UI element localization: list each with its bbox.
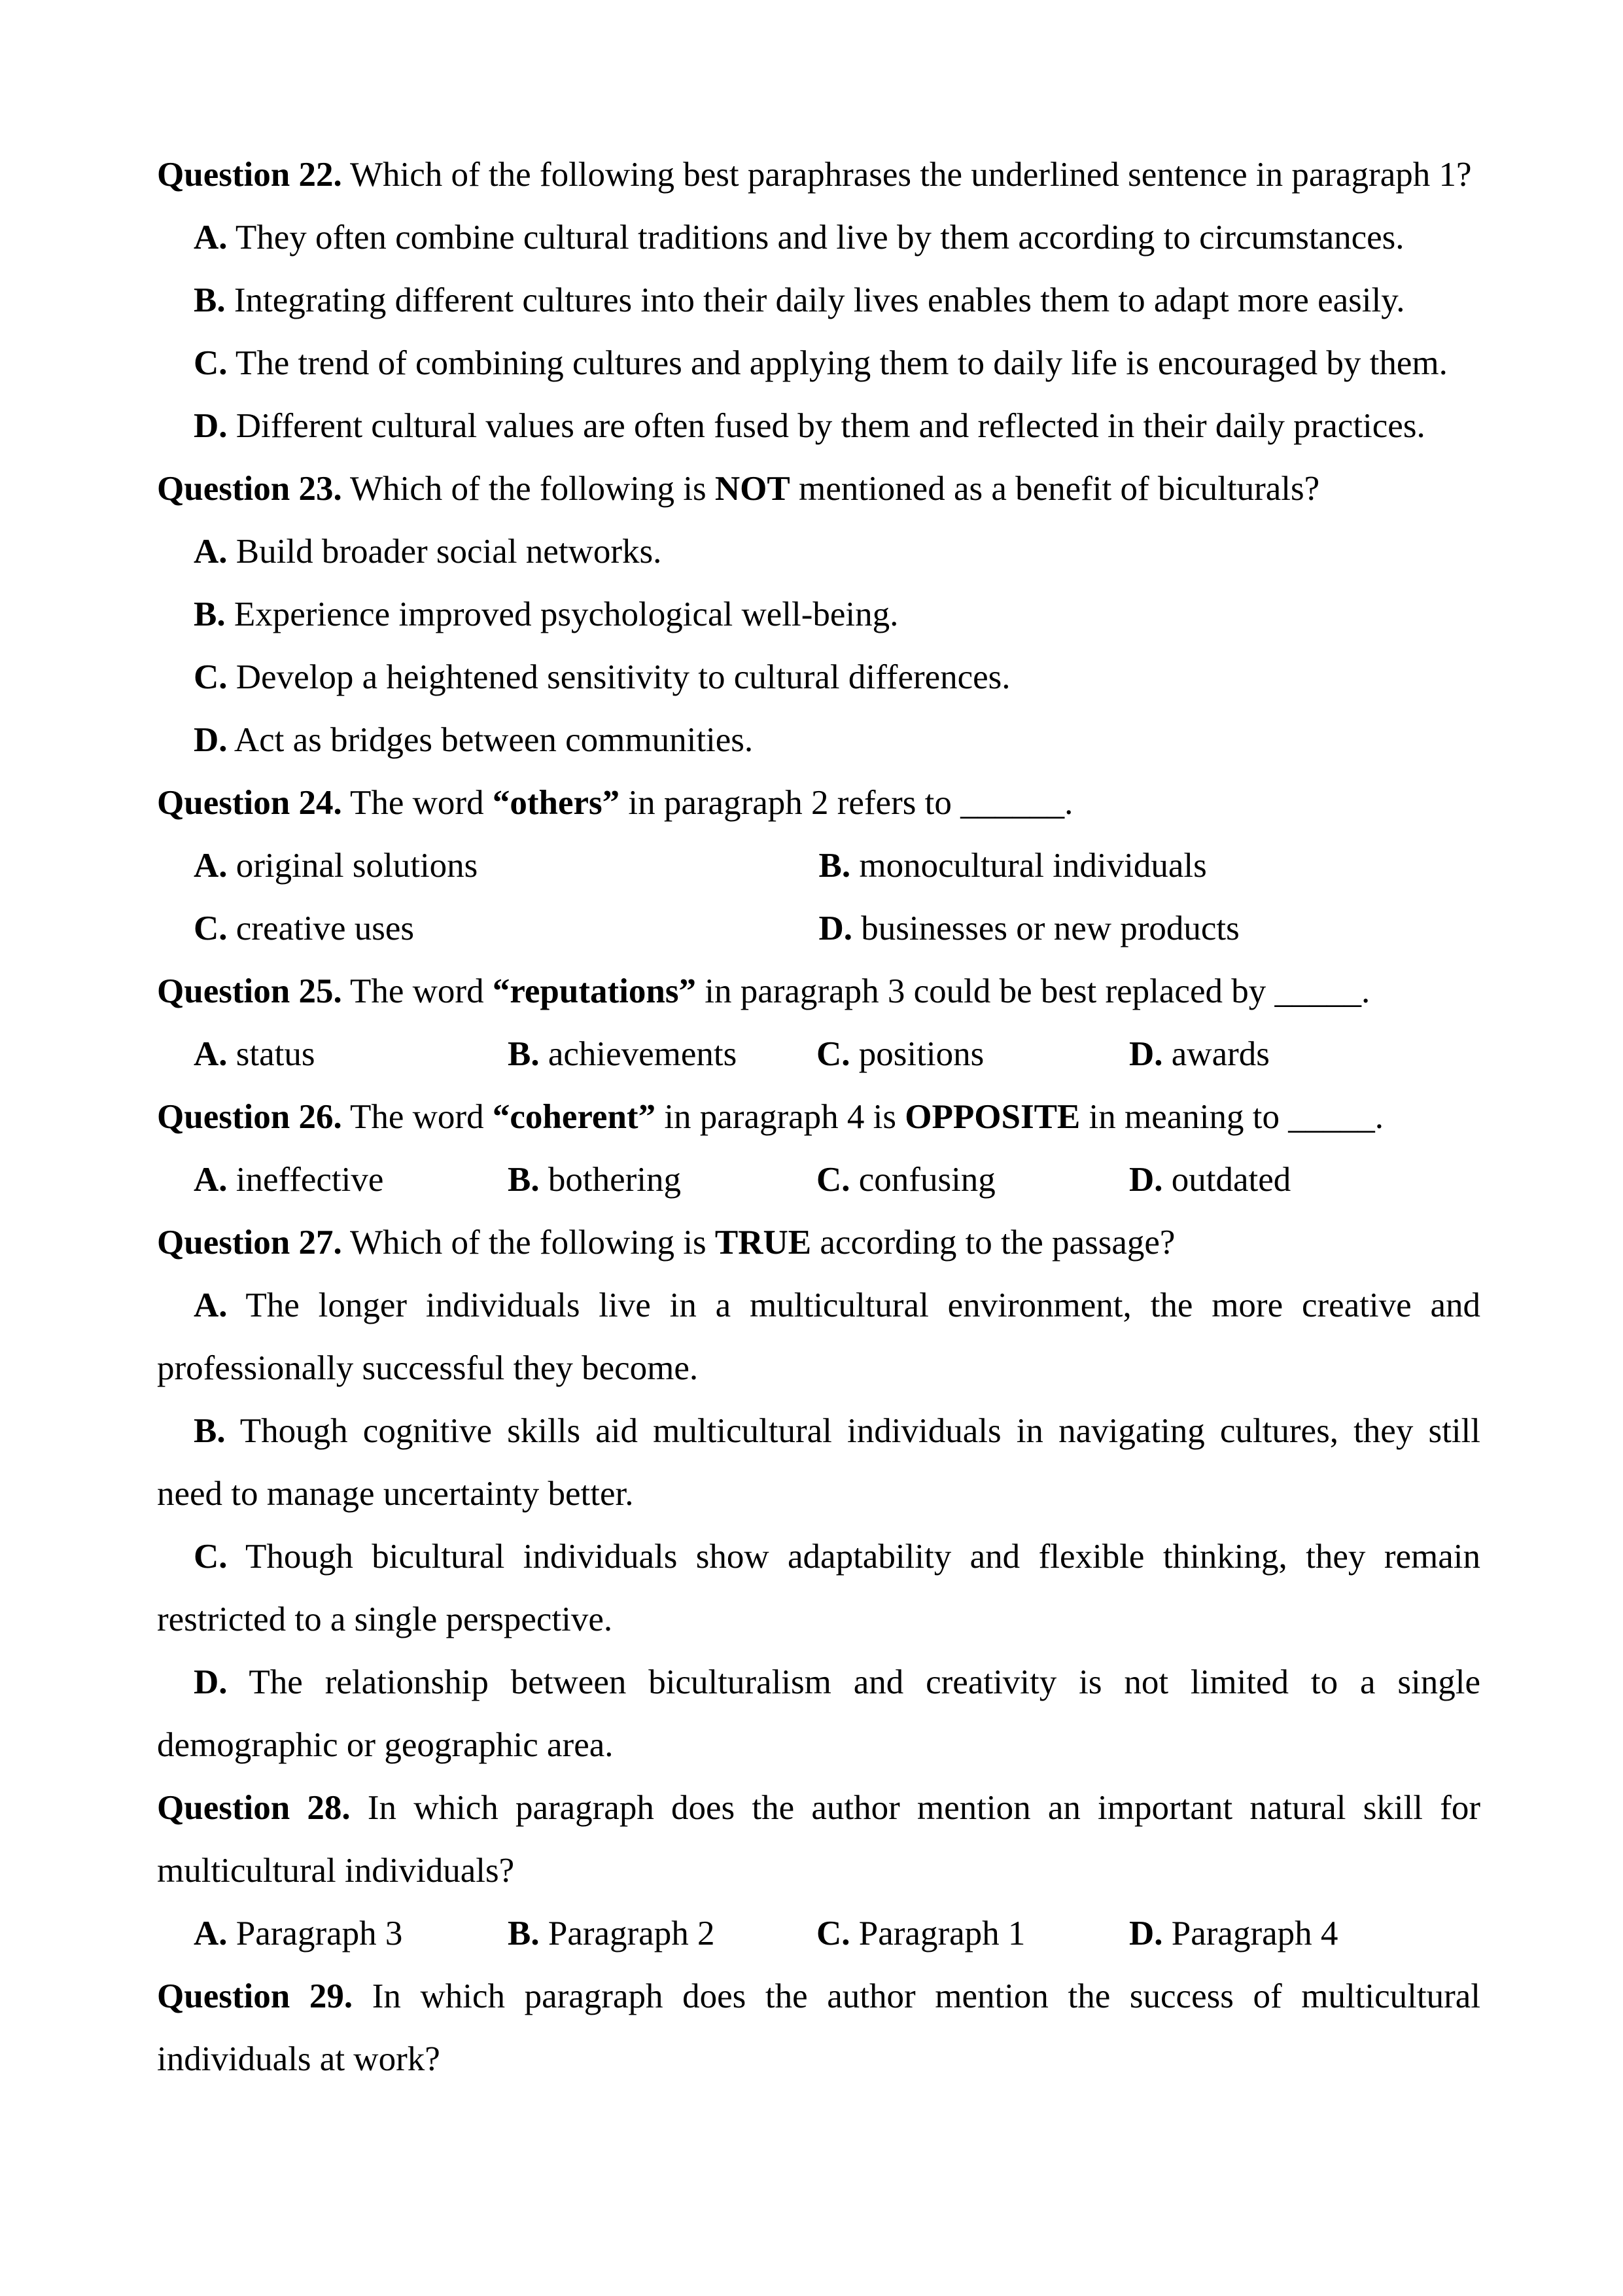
question-22	[157, 143, 1480, 457]
question-26-text-1: The word	[341, 1098, 493, 1136]
question-27-keyword: TRUE	[714, 1224, 812, 1262]
question-26-number: Question 26.	[157, 1098, 342, 1136]
option-text: Though bicultural individuals show adaptability and flexible thinking, they remain restricted to a single perspective.	[157, 1538, 1480, 1638]
question-24-number: Question 24.	[157, 784, 342, 822]
question-28-option-d	[1129, 1902, 1480, 1965]
question-26-text-2: in paragraph 4 is	[655, 1098, 905, 1136]
question-24-option-c	[157, 897, 819, 960]
question-28-option-a	[157, 1902, 508, 1965]
option-text: Build broader social networks.	[227, 533, 662, 571]
option-text: status	[227, 1035, 315, 1073]
question-26-option-d	[1129, 1148, 1480, 1211]
question-26-keyword-2: OPPOSITE	[905, 1098, 1081, 1136]
option-text: Experience improved psychological well-being.	[225, 595, 899, 633]
question-28-intro	[157, 1776, 1480, 1902]
question-23-option-b	[157, 583, 1480, 646]
question-25-option-d	[1129, 1023, 1480, 1086]
question-25-options	[157, 1023, 1480, 1086]
option-text: Paragraph 1	[850, 1915, 1026, 1952]
question-27-option-b	[157, 1400, 1480, 1525]
question-22-number: Question 22.	[157, 156, 342, 194]
question-25-option-c	[816, 1023, 1129, 1086]
option-text: Develop a heightened sensitivity to cultural differences.	[227, 658, 1011, 696]
question-25-number: Question 25.	[157, 972, 342, 1010]
question-24-option-b	[819, 834, 1481, 897]
question-26-keyword-1: “coherent”	[492, 1098, 656, 1136]
option-label: B.	[508, 1035, 540, 1073]
option-text: businesses or new products	[852, 910, 1240, 947]
option-text: The relationship between biculturalism and creativity is not limited to a single demographic or geographic area.	[157, 1663, 1480, 1764]
question-23-text-2: mentioned as a benefit of biculturals?	[790, 470, 1320, 508]
option-text: Though cognitive skills aid multicultural individuals in navigating cultures, they still need to manage uncertainty better.	[157, 1412, 1480, 1513]
question-27-option-a	[157, 1274, 1480, 1400]
question-26-options	[157, 1148, 1480, 1211]
option-label: C.	[194, 658, 228, 696]
question-26-option-c	[816, 1148, 1129, 1211]
option-text: confusing	[850, 1161, 996, 1199]
question-26	[157, 1086, 1480, 1211]
option-label: A.	[194, 1286, 228, 1324]
option-label: D.	[1129, 1915, 1163, 1952]
option-text: bothering	[539, 1161, 681, 1199]
option-label: B.	[508, 1915, 540, 1952]
question-24-text-2: in paragraph 2 refers to ______.	[620, 784, 1073, 822]
option-text: ineffective	[227, 1161, 384, 1199]
question-23-option-c	[157, 646, 1480, 709]
question-28-option-b	[508, 1902, 816, 1965]
question-28-number: Question 28.	[157, 1789, 351, 1827]
option-label: B.	[508, 1161, 540, 1199]
option-text: The longer individuals live in a multicultural environment, the more creative and professionally successful they become.	[157, 1286, 1480, 1387]
option-label: D.	[194, 407, 228, 445]
option-label: C.	[816, 1161, 850, 1199]
option-label: D.	[1129, 1035, 1163, 1073]
option-text: Different cultural values are often fused by them and reflected in their daily practices.	[227, 407, 1425, 445]
question-25-option-a	[157, 1023, 508, 1086]
option-label: A.	[194, 847, 228, 885]
question-26-option-b	[508, 1148, 816, 1211]
option-text: monocultural individuals	[850, 847, 1207, 885]
option-label: B.	[818, 847, 851, 885]
option-text: They often combine cultural traditions and live by them according to circumstances.	[227, 219, 1405, 256]
option-label: A.	[194, 1035, 228, 1073]
question-24-option-a	[157, 834, 819, 897]
question-22-option-a	[157, 206, 1480, 269]
option-label: D.	[194, 721, 228, 759]
question-27-option-d	[157, 1651, 1480, 1776]
question-25-text-1: The word	[341, 972, 493, 1010]
option-text: Act as bridges between communities.	[227, 721, 754, 759]
question-27-text-2: according to the passage?	[811, 1224, 1176, 1262]
option-text: original solutions	[227, 847, 478, 885]
question-23-option-d	[157, 709, 1480, 771]
question-22-text: Which of the following best paraphrases the underlined sentence in paragraph 1?	[341, 156, 1472, 194]
question-25	[157, 960, 1480, 1086]
option-label: D.	[194, 1663, 228, 1701]
option-text: Integrating different cultures into their daily lives enables them to adapt more easily.	[225, 281, 1405, 319]
option-text: outdated	[1162, 1161, 1291, 1199]
question-28-option-c	[816, 1902, 1129, 1965]
question-26-option-a	[157, 1148, 508, 1211]
question-22-option-b	[157, 269, 1480, 332]
option-text: creative uses	[227, 910, 415, 947]
question-23-number: Question 23.	[157, 470, 342, 508]
question-22-option-c	[157, 332, 1480, 395]
question-22-intro	[157, 143, 1480, 206]
question-29-text: In which paragraph does the author mention the success of multicultural individuals at work?	[157, 1977, 1480, 2078]
question-24-options	[157, 834, 1480, 960]
question-29-number: Question 29.	[157, 1977, 353, 2015]
question-27-text-1: Which of the following is	[341, 1224, 715, 1262]
option-label: C.	[194, 1538, 228, 1576]
question-27-intro	[157, 1211, 1480, 1274]
question-29	[157, 1965, 1480, 2091]
question-23-intro	[157, 457, 1480, 520]
option-text: achievements	[539, 1035, 737, 1073]
option-label: C.	[194, 344, 228, 382]
option-text: positions	[850, 1035, 985, 1073]
option-label: B.	[194, 281, 226, 319]
question-27	[157, 1211, 1480, 1776]
option-label: D.	[818, 910, 853, 947]
question-27-number: Question 27.	[157, 1224, 342, 1262]
question-26-text-3: in meaning to _____.	[1080, 1098, 1384, 1136]
option-label: A.	[194, 1161, 228, 1199]
question-25-intro	[157, 960, 1480, 1023]
question-23-option-a	[157, 520, 1480, 583]
question-29-intro	[157, 1965, 1480, 2091]
question-24	[157, 771, 1480, 960]
option-label: C.	[816, 1035, 850, 1073]
question-24-keyword: “others”	[492, 784, 620, 822]
option-text: awards	[1162, 1035, 1270, 1073]
option-label: C.	[194, 910, 228, 947]
question-24-intro	[157, 771, 1480, 834]
option-label: A.	[194, 1915, 228, 1952]
question-28-options	[157, 1902, 1480, 1965]
question-25-keyword: “reputations”	[492, 972, 696, 1010]
question-23-text-1: Which of the following is	[341, 470, 715, 508]
option-label: A.	[194, 533, 228, 571]
option-label: B.	[194, 1412, 226, 1450]
option-text: Paragraph 3	[227, 1915, 403, 1952]
question-28	[157, 1776, 1480, 1965]
question-24-option-d	[819, 897, 1481, 960]
question-23-keyword: NOT	[714, 470, 790, 508]
option-label: A.	[194, 219, 228, 256]
option-label: C.	[816, 1915, 850, 1952]
question-26-intro	[157, 1086, 1480, 1148]
question-24-text-1: The word	[341, 784, 493, 822]
question-27-option-c	[157, 1525, 1480, 1651]
question-25-option-b	[508, 1023, 816, 1086]
question-22-option-d	[157, 395, 1480, 457]
option-text: Paragraph 2	[539, 1915, 715, 1952]
option-label: D.	[1129, 1161, 1163, 1199]
question-23	[157, 457, 1480, 771]
option-text: The trend of combining cultures and applying them to daily life is encouraged by them.	[227, 344, 1448, 382]
option-label: B.	[194, 595, 226, 633]
question-25-text-2: in paragraph 3 could be best replaced by _____.	[696, 972, 1370, 1010]
question-28-text: In which paragraph does the author mention an important natural skill for multicultural individuals?	[157, 1789, 1480, 1890]
option-text: Paragraph 4	[1162, 1915, 1338, 1952]
